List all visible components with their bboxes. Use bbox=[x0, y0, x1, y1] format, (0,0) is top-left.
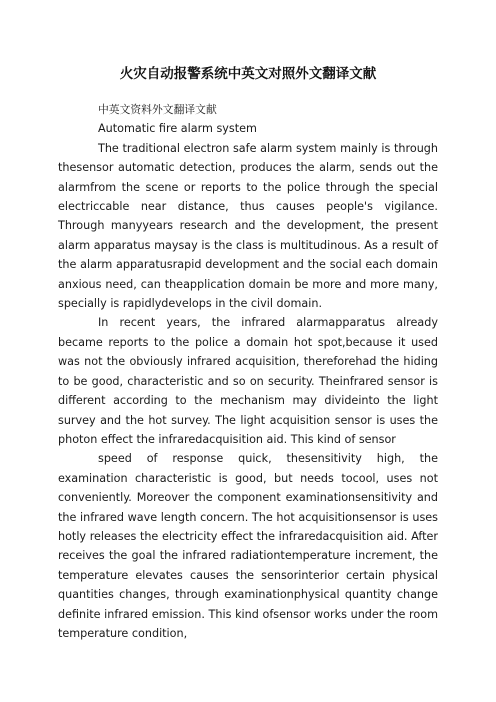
document-title: 火灾自动报警系统中英文对照外文翻译文献 bbox=[119, 66, 377, 82]
section-heading: Automatic fire alarm system bbox=[98, 122, 257, 136]
body-paragraph: In recent years, the infrared alarmapparatus already became reports to the police a domain hot spot,because it used was not the obviously infrared acquisition, thereforehad the hiding to be good, characteristic and so on security. Theinfrared sensor is different according to the mechanism may divideinto the light survey and the hot survey. The light acquisition sensor is uses the photon effect the infraredacquisition aid. This kind of sensor bbox=[58, 316, 438, 446]
document-subtitle: 中英文资料外文翻译文献 bbox=[98, 103, 217, 116]
body-paragraph: speed of response quick, thesensitivity high, the examination characteristic is good, but needs tocool, uses not conveniently. Moreover the component examinationsensitivity and the infrared wave length concern. The hot acquisitionsensor is uses hotly releases the electricity effect the infraredacquisition aid. After receives the goal the infrared radiationtemperature increment, the temperature elevates causes the sensorinterior certain physical quantities changes, through examinationphysical quantity change definite infrared emission. This kind ofsensor works under the room temperature condition, bbox=[58, 452, 438, 640]
body-paragraph: The traditional electron safe alarm system mainly is through thesensor automatic detection, produces the alarm, sends out the alarmfrom the scene or reports to the police through the special electriccable near distance, thus causes people's vigilance. Through manyyears research and the development, the present alarm apparatus maysay is the class is multitudinous. As a result of the alarm apparatusrapid development and the social each domain anxious need, can theapplication domain be more and more many, specially is rapidlydevelops in the civil domain. bbox=[58, 141, 438, 311]
